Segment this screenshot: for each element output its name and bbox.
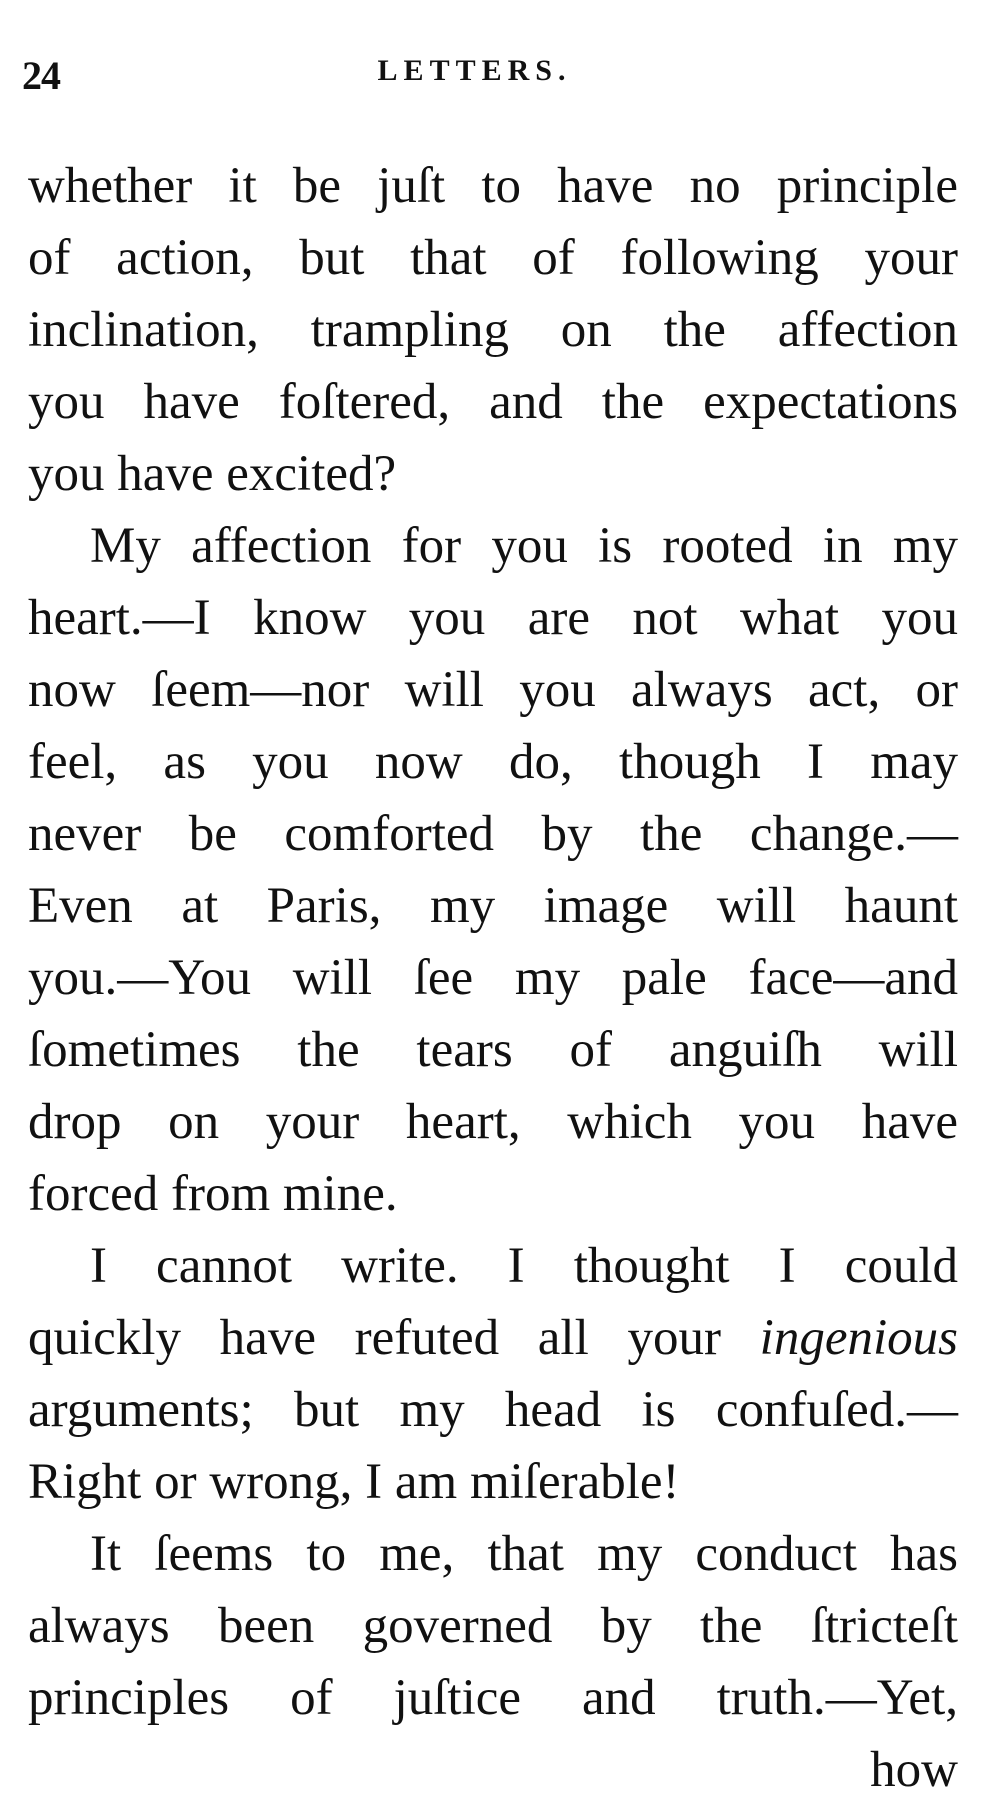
text-line: you.—You will ſee my pale face—and	[28, 950, 958, 1006]
text-line: drop on your heart, which you have	[28, 1094, 958, 1150]
text-line: Even at Paris, my image will haunt	[28, 878, 958, 934]
text-line: arguments; but my head is confuſed.—	[28, 1382, 958, 1438]
text-line: never be comforted by the change.—	[28, 806, 958, 862]
text-line: always been governed by the ſtricteſt	[28, 1598, 958, 1654]
text-line	[28, 1302, 958, 1374]
text-line: feel, as you now do, though I may	[28, 734, 958, 790]
catchword: how	[870, 1742, 958, 1798]
body-text	[28, 150, 958, 1806]
text-segment: quickly have refuted all your	[28, 1310, 721, 1366]
text-line: you have excited?	[28, 446, 397, 502]
text-line: heart.—I know you are not what you	[28, 590, 958, 646]
italic-word: ingenious	[759, 1310, 958, 1366]
text-line: Right or wrong, I am miſerable!	[28, 1454, 680, 1510]
text-line: of action, but that of following your	[28, 230, 958, 286]
paragraph-start-line: I cannot write. I thought I could	[90, 1238, 958, 1294]
text-line: inclination, trampling on the affection	[28, 302, 958, 358]
running-head: LETTERS.	[377, 54, 572, 87]
text-line: principles of juſtice and truth.—Yet,	[28, 1670, 958, 1726]
paragraph-start-line: My affection for you is rooted in my	[90, 518, 958, 574]
page-number: 24	[22, 53, 60, 98]
text-line: whether it be juſt to have no principle	[28, 158, 958, 214]
text-line: you have foſtered, and the expectations	[28, 374, 958, 430]
page-header	[22, 52, 952, 112]
text-line: now ſeem—nor will you always act, or	[28, 662, 958, 718]
text-line: forced from mine.	[28, 1166, 398, 1222]
paragraph-start-line: It ſeems to me, that my conduct has	[90, 1526, 958, 1582]
text-line: ſometimes the tears of anguiſh will	[28, 1022, 958, 1078]
